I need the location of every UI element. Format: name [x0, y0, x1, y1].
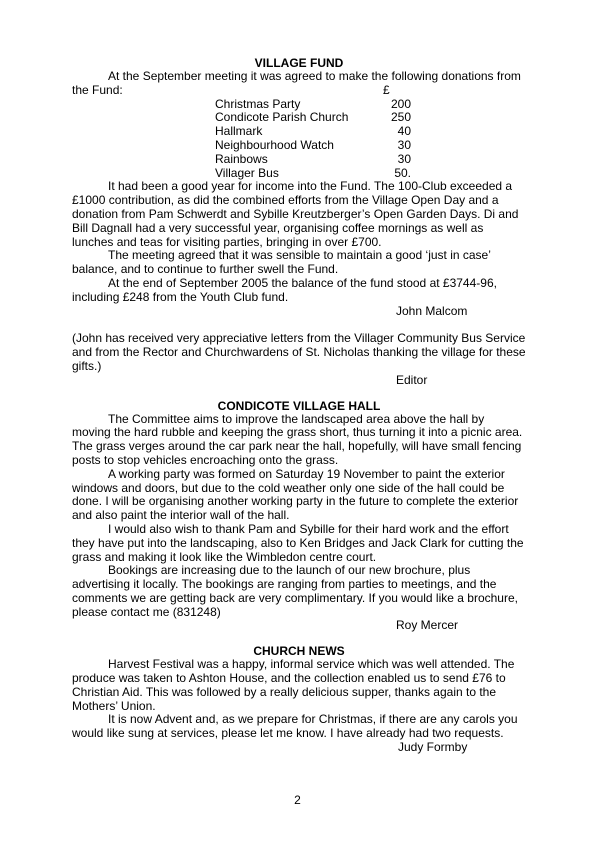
donation-name: Neighbourhood Watch	[215, 137, 334, 152]
page-content	[72, 56, 526, 755]
donations-list	[215, 98, 411, 181]
village-hall-paragraph: Bookings are increasing due to the launch of our new brochure, plus advertising it locally. The bookings are ranging from parties to meetings, and the comments we are getting back are very complimentary. If you would like a brochure, please contact me (831248)	[72, 563, 518, 619]
donation-name: Christmas Party	[215, 96, 301, 111]
donation-amount: 250	[390, 110, 411, 125]
village-hall-signature: Roy Mercer	[396, 618, 459, 633]
donation-row	[215, 125, 411, 139]
donation-row	[215, 167, 411, 181]
village-fund-signature: John Malcom	[396, 303, 468, 318]
donation-amount: 40	[397, 124, 411, 139]
village-fund-paragraph: The meeting agreed that it was sensible to maintain a good ‘just in case’ balance, and to continue to further swell the Fund.	[72, 248, 491, 277]
donation-row	[215, 111, 411, 125]
donation-amount: 30	[397, 151, 411, 166]
donation-row	[215, 139, 411, 153]
village-fund-title: VILLAGE FUND	[254, 56, 344, 70]
village-hall-paragraph: The Committee aims to improve the landscaped area above the hall by moving the hard rubble and keeping the grass short, thus turning it into a picnic area. The grass verges around the car park near the hall, hopefully, will have small fencing posts to stop vehicles encroaching onto the grass.	[72, 411, 523, 467]
editor-note: (John has received very appreciative letters from the Villager Community Bus Service and from the Rector and Churchwardens of St. Nicholas thanking the village for these gifts.)	[72, 331, 526, 373]
donation-row	[215, 153, 411, 167]
village-fund-section	[72, 56, 526, 388]
page-number: 2	[294, 793, 301, 807]
donation-name: Condicote Parish Church	[215, 110, 349, 125]
church-news-section	[72, 644, 526, 755]
village-hall-section	[72, 399, 526, 634]
village-hall-paragraph: A working party was formed on Saturday 19 November to paint the exterior windows and doors, but due to the cold weather only one side of the hall could be done. I will be organising another working party in the future to complete the exterior and also paint the interior wall of the hall.	[72, 466, 519, 523]
village-fund-intro: At the September meeting it was agreed to make the following donations from the Fund:	[72, 69, 521, 97]
village-fund-paragraph: At the end of September 2005 the balance of the fund stood at £3744-96, including £248 from the Youth Club fund.	[72, 275, 497, 304]
donation-name: Hallmark	[215, 124, 263, 139]
village-hall-title: CONDICOTE VILLAGE HALL	[217, 398, 381, 413]
editor-signature: Editor	[396, 372, 428, 387]
church-news-title: CHURCH NEWS	[253, 644, 345, 659]
currency-symbol: £	[383, 82, 390, 97]
donation-amount: 200	[390, 96, 411, 111]
village-fund-paragraph: It had been a good year for income into the Fund. The 100-Club exceeded a £1000 contribution, as did the combined efforts from the Village Open Day and a donation from Pam Schwerdt and Sybille Kreutzberger’s Open Garden Days. Di and Bill Dagnall had a very successful year, organising coffee mornings as well as lunches and teas for visiting parties, bringing in over £700.	[72, 179, 519, 249]
donation-row	[215, 98, 411, 112]
church-news-paragraph: Harvest Festival was a happy, informal service which was well attended. The produce was taken to Ashton House, and the collection enabled us to send £76 to Christian Aid. This was followed by a really delicious supper, thanks again to the Mothers’ Union.	[72, 657, 515, 713]
church-news-paragraph: It is now Advent and, as we prepare for Christmas, if there are any carols you would like sung at services, please let me know. I have already had two requests.	[72, 712, 518, 741]
donation-amount: 30	[397, 137, 411, 152]
donation-name: Villager Bus	[215, 165, 279, 180]
donation-amount: 50.	[394, 165, 411, 180]
donation-name: Rainbows	[215, 151, 268, 166]
village-hall-paragraph: I would also wish to thank Pam and Sybille for their hard work and the effort they have put into the landscaping, also to Ken Bridges and Jack Clark for cutting the grass and making it look like the Wimbledon centre court.	[72, 521, 524, 564]
church-news-signature: Judy Formby	[398, 740, 468, 755]
